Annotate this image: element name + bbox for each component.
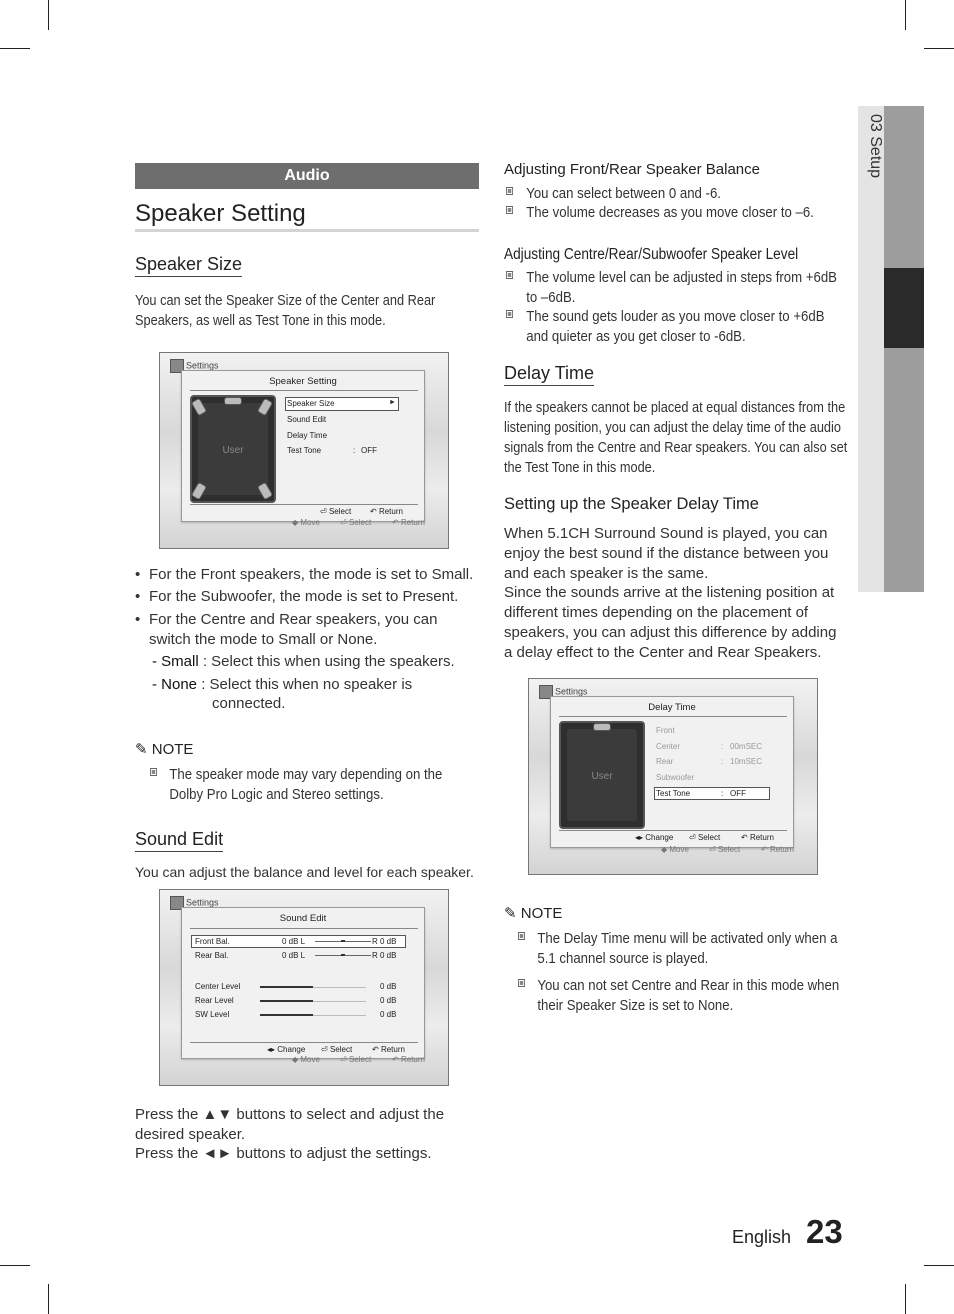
sound-edit-intro: You can adjust the balance and level for each speaker. bbox=[135, 864, 474, 880]
press-select-text: Press the ▲▼ buttons to select and adjust the desired speaker. bbox=[135, 1106, 445, 1143]
level-heading: Adjusting Centre/Rear/Subwoofer Speaker Level bbox=[504, 246, 799, 263]
delay-rear-sep: : bbox=[721, 757, 724, 766]
square-bullet-icon bbox=[506, 187, 513, 195]
settings-label: Settings bbox=[170, 359, 219, 373]
delay-note-1: The Delay Time menu will be activated only when a 5.1 channel source is played. bbox=[518, 929, 849, 969]
panel-title: Delay Time bbox=[648, 702, 696, 713]
ghost-move: ◆ Move bbox=[661, 845, 689, 854]
option-none: - None : Select this when no speaker is bbox=[152, 676, 413, 693]
delay-time-heading: Delay Time bbox=[504, 362, 594, 386]
delay-test-tone[interactable]: Test Tone bbox=[656, 789, 691, 798]
delay-center-label: Center bbox=[656, 742, 681, 751]
option-none-cont: connected. bbox=[212, 695, 286, 712]
foot-return: ↶ Return bbox=[370, 507, 403, 516]
footer-language: English bbox=[732, 1227, 792, 1247]
speaker-setting-screen bbox=[159, 352, 449, 549]
front-balance-label: Front Bal. bbox=[195, 937, 230, 946]
user-label: User bbox=[222, 445, 244, 456]
front-balance-right: R 0 dB bbox=[372, 937, 397, 946]
page-number: 23 bbox=[806, 1213, 843, 1250]
center-level-label: Center Level bbox=[195, 982, 241, 991]
delay-rear-value: 10mSEC bbox=[730, 757, 763, 766]
front-balance-knob[interactable] bbox=[341, 940, 345, 942]
ghost-return: ↶ Return bbox=[392, 518, 425, 527]
delay-rear-label: Rear bbox=[656, 757, 674, 766]
arrow-right-icon: ► bbox=[389, 399, 396, 406]
crop-mark bbox=[905, 0, 906, 30]
sw-level-fill bbox=[260, 1014, 313, 1016]
foot-change: ◂▸ Change bbox=[267, 1045, 306, 1054]
center-level-value: 0 dB bbox=[380, 982, 397, 991]
ghost-return: ↶ Return bbox=[761, 845, 794, 854]
rear-balance-left: 0 dB L bbox=[282, 951, 306, 960]
level-bullet-2: The sound gets louder as you move closer to +6dB and quieter as you get closer to -6dB. bbox=[506, 307, 846, 347]
foot-select: ⏎ Select bbox=[321, 1045, 353, 1054]
square-bullet-icon bbox=[518, 979, 525, 987]
level-bullet-1: The volume level can be adjusted in steps from +6dB to –6dB. bbox=[506, 268, 840, 308]
center-level-fill bbox=[260, 986, 313, 988]
note-heading: ✎ NOTE bbox=[135, 741, 194, 758]
pencil-icon: ✎ bbox=[504, 905, 517, 922]
sound-edit-heading: Sound Edit bbox=[135, 828, 223, 852]
balance-bullet-1: You can select between 0 and -6. bbox=[506, 184, 840, 204]
crop-mark bbox=[0, 48, 30, 49]
menu-item-speaker-size[interactable]: Speaker Size bbox=[287, 399, 335, 408]
speaker-size-intro: You can set the Speaker Size of the Center and Rear Speakers, as well as Test Tone in this mode. bbox=[135, 293, 436, 329]
rear-balance-label: Rear Bal. bbox=[195, 951, 229, 960]
title-rule bbox=[135, 229, 479, 232]
rear-level-fill bbox=[260, 1000, 313, 1002]
foot-select: ⏎ Select bbox=[320, 507, 352, 516]
delay-time-screen bbox=[528, 678, 818, 875]
delay-body-1: When 5.1CH Surround Sound is played, you can enjoy the best sound if the distance between you and each speaker is the same. bbox=[504, 525, 829, 582]
pencil-icon: ✎ bbox=[135, 741, 148, 758]
delay-front-label: Front bbox=[656, 726, 675, 735]
square-bullet-icon bbox=[506, 271, 513, 279]
rear-level-label: Rear Level bbox=[195, 996, 234, 1005]
panel-title: Speaker Setting bbox=[269, 376, 337, 387]
sw-level-value: 0 dB bbox=[380, 1010, 397, 1019]
note-heading-2: ✎ NOTE bbox=[504, 905, 563, 922]
delay-body-2: Since the sounds arrive at the listening position at different times depending on the placement of speakers, you can adjust this difference by adding a delay effect to the Center and Rear Speakers. bbox=[504, 584, 837, 661]
ghost-select: ⏎ Select bbox=[340, 518, 372, 527]
delay-note-2: You can not set Centre and Rear in this mode when their Speaker Size is set to None. bbox=[518, 976, 849, 1016]
front-balance-left: 0 dB L bbox=[282, 937, 306, 946]
crop-mark bbox=[48, 0, 49, 30]
speaker-setting-panel bbox=[181, 370, 425, 522]
speaker-room-diagram bbox=[559, 721, 645, 829]
menu-item-sound-edit[interactable]: Sound Edit bbox=[287, 415, 327, 424]
delay-setup-heading: Setting up the Speaker Delay Time bbox=[504, 495, 759, 513]
balance-bullet-2: The volume decreases as you move closer to –6. bbox=[506, 203, 840, 223]
sound-edit-panel bbox=[181, 907, 425, 1059]
balance-heading: Adjusting Front/Rear Speaker Balance bbox=[504, 161, 760, 178]
test-tone-value: OFF bbox=[361, 446, 377, 455]
foot-change: ◂▸ Change bbox=[635, 833, 674, 842]
square-bullet-icon bbox=[150, 768, 157, 776]
menu-item-delay-time[interactable]: Delay Time bbox=[287, 431, 328, 440]
settings-label: Settings bbox=[539, 685, 588, 699]
settings-label: Settings bbox=[170, 896, 219, 910]
ghost-move: ◆ Move bbox=[292, 1055, 320, 1064]
delay-time-panel bbox=[550, 696, 794, 848]
ghost-select: ⏎ Select bbox=[340, 1055, 372, 1064]
sound-edit-screen bbox=[159, 889, 449, 1086]
delay-center-value: 00mSEC bbox=[730, 742, 763, 751]
delay-center-sep: : bbox=[721, 742, 724, 751]
ghost-select: ⏎ Select bbox=[709, 845, 741, 854]
bullet-centre-rear: • For the Centre and Rear speakers, you can switch the mode to Small or None. bbox=[135, 611, 438, 648]
panel-title: Sound Edit bbox=[279, 913, 327, 924]
speaker-room-diagram bbox=[190, 395, 276, 503]
delay-time-intro: If the speakers cannot be placed at equal distances from the listening position, you can adjust the delay time of the audio signals from the Centre and Rear speakers. You can also set the Test Tone in this mode. bbox=[504, 400, 848, 476]
crop-mark bbox=[48, 1284, 49, 1314]
rear-level-value: 0 dB bbox=[380, 996, 397, 1005]
bullet-subwoofer: • For the Subwoofer, the mode is set to Present. bbox=[135, 588, 459, 605]
ghost-move: ◆ Move bbox=[292, 518, 320, 527]
sw-level-label: SW Level bbox=[195, 1010, 230, 1019]
section-bar: Audio bbox=[135, 163, 479, 189]
press-adjust-text: Press the ◄► buttons to adjust the settings. bbox=[135, 1145, 432, 1162]
crop-mark bbox=[924, 48, 954, 49]
test-tone-separator: : bbox=[353, 446, 356, 455]
foot-select: ⏎ Select bbox=[689, 833, 721, 842]
foot-return: ↶ Return bbox=[372, 1045, 405, 1054]
chapter-label: 03 Setup bbox=[867, 114, 884, 179]
square-bullet-icon bbox=[506, 310, 513, 318]
bullet-front: • For the Front speakers, the mode is set to Small. bbox=[135, 566, 474, 583]
rear-balance-right: R 0 dB bbox=[372, 951, 397, 960]
rear-balance-knob[interactable] bbox=[341, 954, 345, 956]
crop-mark bbox=[924, 1265, 954, 1266]
user-label: User bbox=[591, 771, 613, 782]
note-speaker-mode: The speaker mode may vary depending on the Dolby Pro Logic and Stereo settings. bbox=[150, 765, 472, 805]
crop-mark bbox=[0, 1265, 30, 1266]
page-title: Speaker Setting bbox=[135, 200, 306, 227]
delay-test-tone-sep: : bbox=[721, 789, 724, 798]
square-bullet-icon bbox=[518, 932, 525, 940]
ghost-return: ↶ Return bbox=[392, 1055, 425, 1064]
delay-subwoofer-label: Subwoofer bbox=[656, 773, 695, 782]
option-small: - Small : Select this when using the speakers. bbox=[152, 653, 455, 670]
delay-test-tone-value: OFF bbox=[730, 789, 746, 798]
crop-mark bbox=[905, 1284, 906, 1314]
speaker-size-heading: Speaker Size bbox=[135, 253, 242, 277]
square-bullet-icon bbox=[506, 206, 513, 214]
menu-item-test-tone[interactable]: Test Tone bbox=[287, 446, 322, 455]
foot-return: ↶ Return bbox=[741, 833, 774, 842]
